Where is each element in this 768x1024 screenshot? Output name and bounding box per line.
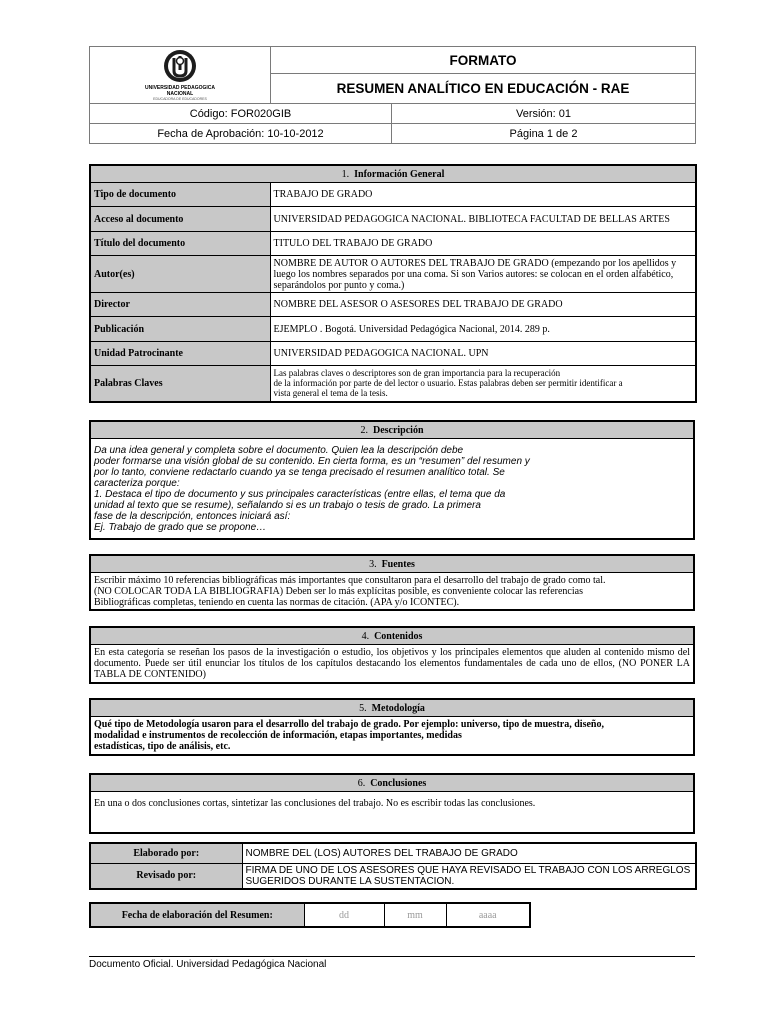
form-code: Código: FOR020GIB xyxy=(90,104,392,124)
section-general-info xyxy=(89,164,697,403)
field-value: TRABAJO DE GRADO xyxy=(270,183,696,207)
section-title: Fuentes xyxy=(381,558,415,570)
section-header xyxy=(90,165,696,183)
upn-logo-icon xyxy=(163,49,197,83)
section-header xyxy=(90,774,694,792)
university-logo xyxy=(90,49,270,102)
month-field[interactable]: mm xyxy=(384,903,446,927)
document-header xyxy=(89,46,696,144)
section-header xyxy=(90,699,694,717)
section-number: 4. xyxy=(361,630,370,642)
section-body: En esta categoría se reseñan los pasos de la investigación o estudio, los objetivos y los principales elementos que aluden al contenido mismo del documento. Puede ser útil enunciar los títulos de los capítulos destacando los elementos fundamentales de cada uno de ellos, (NO PONER LA TABLA DE CONTENIDO) xyxy=(90,645,694,684)
field-value: NOMBRE DE AUTOR O AUTORES DEL TRABAJO DE GRADO (empezando por los apellidos y luego los nombres separados por una coma. Si son Varios autores: se colocan en el orden alfabético, separándolos por punto y coma.) xyxy=(270,256,696,293)
section-body: Escribir máximo 10 referencias bibliográficas más importantes que consultaron para el desarrollo del trabajo de grado como tal. (NO COLOCAR TODA LA BIBLIOGRAFIA) Deben ser lo más explícitas posible, es conveniente colocar las referencias Bibliográficas completas, teniendo en cuenta las normas de citación. (APA y/o ICONTEC). xyxy=(90,573,694,611)
year-field[interactable]: aaaa xyxy=(446,903,530,927)
approval-date: Fecha de Aprobación: 10-10-2012 xyxy=(90,124,392,144)
signoff-table xyxy=(89,842,697,890)
section-number: 5. xyxy=(359,702,367,714)
field-value: TITULO DEL TRABAJO DE GRADO xyxy=(270,232,696,256)
field-label: Título del documento xyxy=(90,232,270,256)
field-value: UNIVERSIDAD PEDAGOGICA NACIONAL. UPN xyxy=(270,342,696,366)
section-methodology xyxy=(89,698,695,756)
field-value: Las palabras claves o descriptores son de gran importancia para la recuperación de la información por parte de del lector o usuario. Estas palabras deben ser permitir identificar a vista general el tema de la tesis. xyxy=(270,366,696,402)
field-label: Unidad Patrocinante xyxy=(90,342,270,366)
field-label: Publicación xyxy=(90,317,270,342)
section-header xyxy=(90,627,694,645)
section-contents xyxy=(89,626,695,684)
field-value: EJEMPLO . Bogotá. Universidad Pedagógica Nacional, 2014. 289 p. xyxy=(270,317,696,342)
field-label: Acceso al documento xyxy=(90,207,270,232)
section-title: Descripción xyxy=(372,424,424,436)
logo-cell xyxy=(90,47,271,104)
field-label: Autor(es) xyxy=(90,256,270,293)
field-value: UNIVERSIDAD PEDAGOGICA NACIONAL. BIBLIOTECA FACULTAD DE BELLAS ARTES xyxy=(270,207,696,232)
section-conclusions xyxy=(89,773,695,834)
section-body: Da una idea general y completa sobre el documento. Quien lea la descripción debe poder formarse una visión global de su contenido. En cierta forma, es un “resumen” del resumen y por lo tanto, conviene redactarlo cuando ya se tenga precisado el resumen analítico total. Se caracteriza porque: 1. Destaca el tipo de documento y sus principales características (entre ellas, el tema que da unidad al texto que se resume), señalando si es un trabajo o tesis de grado. La primera fase de la descripción, entonces iniciará así: Ej. Trabajo de grado que se propone… xyxy=(90,439,694,540)
section-header xyxy=(90,555,694,573)
field-label: Palabras Claves xyxy=(90,366,270,402)
elaborated-by-label: Elaborado por: xyxy=(90,843,242,863)
logo-line-2: NACIONAL xyxy=(166,90,194,97)
footer-divider xyxy=(89,956,695,957)
elaborated-by-value: NOMBRE DEL (LOS) AUTORES DEL TRABAJO DE GRADO xyxy=(242,843,696,863)
form-subtitle: RESUMEN ANALÍTICO EN EDUCACIÓN - RAE xyxy=(271,74,696,104)
logo-line-3: EDUCADORA DE EDUCADORES xyxy=(153,96,207,101)
section-sources xyxy=(89,554,695,611)
section-number: 1. xyxy=(341,168,350,180)
field-value: NOMBRE DEL ASESOR O ASESORES DEL TRABAJO DE GRADO xyxy=(270,293,696,317)
day-field[interactable]: dd xyxy=(304,903,384,927)
page-number: Página 1 de 2 xyxy=(392,124,696,144)
section-number: 3. xyxy=(369,558,377,570)
section-title: Metodología xyxy=(371,702,425,714)
section-header xyxy=(90,421,694,439)
section-title: Información General xyxy=(354,168,445,180)
section-title: Conclusiones xyxy=(370,777,427,789)
form-title: FORMATO xyxy=(271,47,696,74)
section-body: Qué tipo de Metodología usaron para el desarrollo del trabajo de grado. Por ejemplo: universo, tipo de muestra, diseño, modalidad e instrumentos de recolección de información, etapas importantes, medidas estadísticas, tipo de análisis, etc. xyxy=(90,717,694,756)
section-body: En una o dos conclusiones cortas, sintetizar las conclusiones del trabajo. No es escribir todas las conclusiones. xyxy=(90,792,694,834)
form-version: Versión: 01 xyxy=(392,104,696,124)
footer-text: Documento Oficial. Universidad Pedagógica Nacional xyxy=(89,959,327,970)
summary-date-table xyxy=(89,902,531,928)
summary-date-label: Fecha de elaboración del Resumen: xyxy=(90,903,304,927)
section-title: Contenidos xyxy=(374,630,423,642)
field-label: Director xyxy=(90,293,270,317)
logo-line-1: UNIVERSIDAD PEDAGOGICA xyxy=(144,84,215,91)
section-description xyxy=(89,420,695,540)
reviewed-by-value: FIRMA DE UNO DE LOS ASESORES QUE HAYA REVISADO EL TRABAJO CON LOS ARREGLOS SUGERIDOS DURANTE LA SUSTENTACION. xyxy=(242,863,696,889)
section-number: 6. xyxy=(357,777,366,789)
reviewed-by-label: Revisado por: xyxy=(90,863,242,889)
field-label: Tipo de documento xyxy=(90,183,270,207)
section-number: 2. xyxy=(360,424,368,436)
